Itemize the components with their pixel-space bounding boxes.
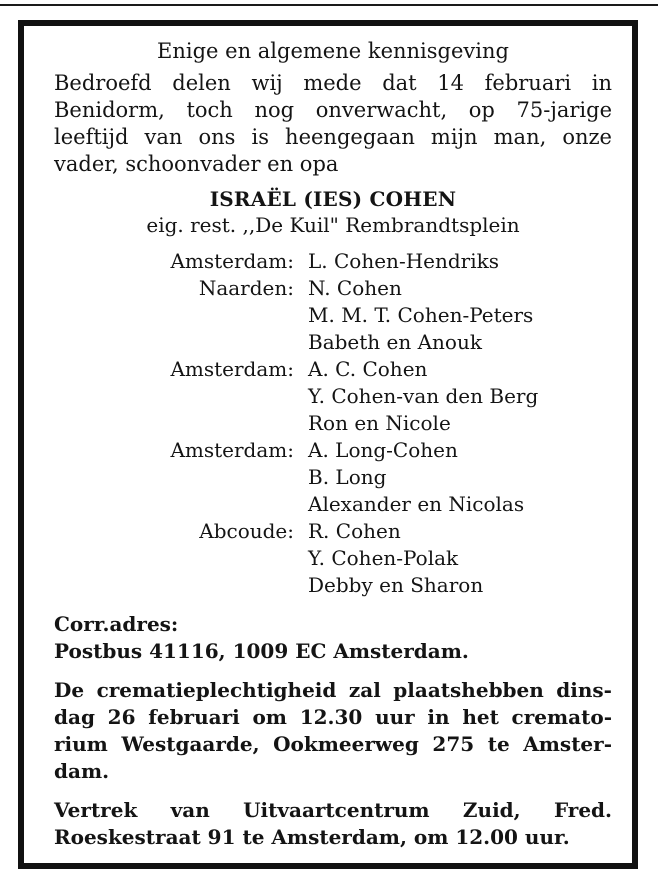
deceased-subtitle: eig. rest. ,,De Kuil" Rembrandtsplein [146,213,520,237]
family-place [54,572,308,599]
family-row [54,518,612,545]
family-person: A. Long-Cohen [308,438,458,462]
top-rule [0,4,658,6]
family-place: Abcoude: [199,519,294,543]
family-person: B. Long [308,465,387,489]
family-row [54,383,612,410]
cremation-line: De crematieplechtigheid zal plaatshebben dins- [54,678,612,702]
correspondence-value: Postbus 41116, 1009 EC Amsterdam. [54,639,469,663]
family-place [54,302,308,329]
family-row [54,464,612,491]
family-person: Y. Cohen-Polak [308,546,459,570]
cremation-line: rium Westgaarde, Ookmeerweg 275 te Amster- [54,732,612,756]
family-person: M. M. T. Cohen-Peters [308,303,534,327]
intro-line: Benidorm, toch nog onverwacht, op 75-jarige [54,98,612,122]
family-person: A. C. Cohen [308,357,428,381]
family-row [54,437,612,464]
notice-content [54,38,612,851]
family-row [54,302,612,329]
family-place: Naarden: [198,276,294,300]
cremation-paragraph [54,677,612,785]
intro-line: vader, schoonvader en opa [54,152,339,176]
intro-paragraph [54,70,612,178]
notice-heading: Enige en algemene kennisgeving [157,39,509,63]
cremation-line: dag 26 februari om 12.30 uur in het cremato- [54,705,612,729]
family-row [54,275,612,302]
family-place: Amsterdam: [170,249,294,273]
family-place: Amsterdam: [170,438,294,462]
family-place [54,383,308,410]
family-person: Ron en Nicole [308,411,451,435]
cremation-line: dam. [54,759,110,783]
family-place [54,545,308,572]
family-row [54,491,612,518]
intro-line: Bedroefd delen wij mede dat 14 februari in [54,71,612,95]
family-place [54,464,308,491]
family-row [54,545,612,572]
intro-line: leeftijd van ons is heengegaan mijn man, onze [54,125,612,149]
family-row [54,410,612,437]
family-place [54,329,308,356]
deceased-name: ISRAËL (IES) COHEN [209,187,457,211]
family-person: N. Cohen [308,276,402,300]
family-person: Alexander en Nicolas [308,492,525,516]
correspondence-label: Corr.adres: [54,612,179,636]
family-person: Y. Cohen-van den Berg [308,384,539,408]
correspondence-address [54,611,612,665]
notice-frame [18,20,638,869]
family-place: Amsterdam: [170,357,294,381]
family-person: Debby en Sharon [308,573,484,597]
family-row [54,356,612,383]
family-person: R. Cohen [308,519,401,543]
family-person: L. Cohen-Hendriks [308,249,499,273]
family-list [54,248,612,599]
family-place [54,491,308,518]
family-row [54,572,612,599]
family-place [54,410,308,437]
family-person: Babeth en Anouk [308,330,482,354]
departure-line: Roeskestraat 91 te Amsterdam, om 12.00 uur. [54,825,570,849]
family-row [54,248,612,275]
family-row [54,329,612,356]
departure-paragraph [54,797,612,851]
departure-line: Vertrek van Uitvaartcentrum Zuid, Fred. [54,798,612,822]
